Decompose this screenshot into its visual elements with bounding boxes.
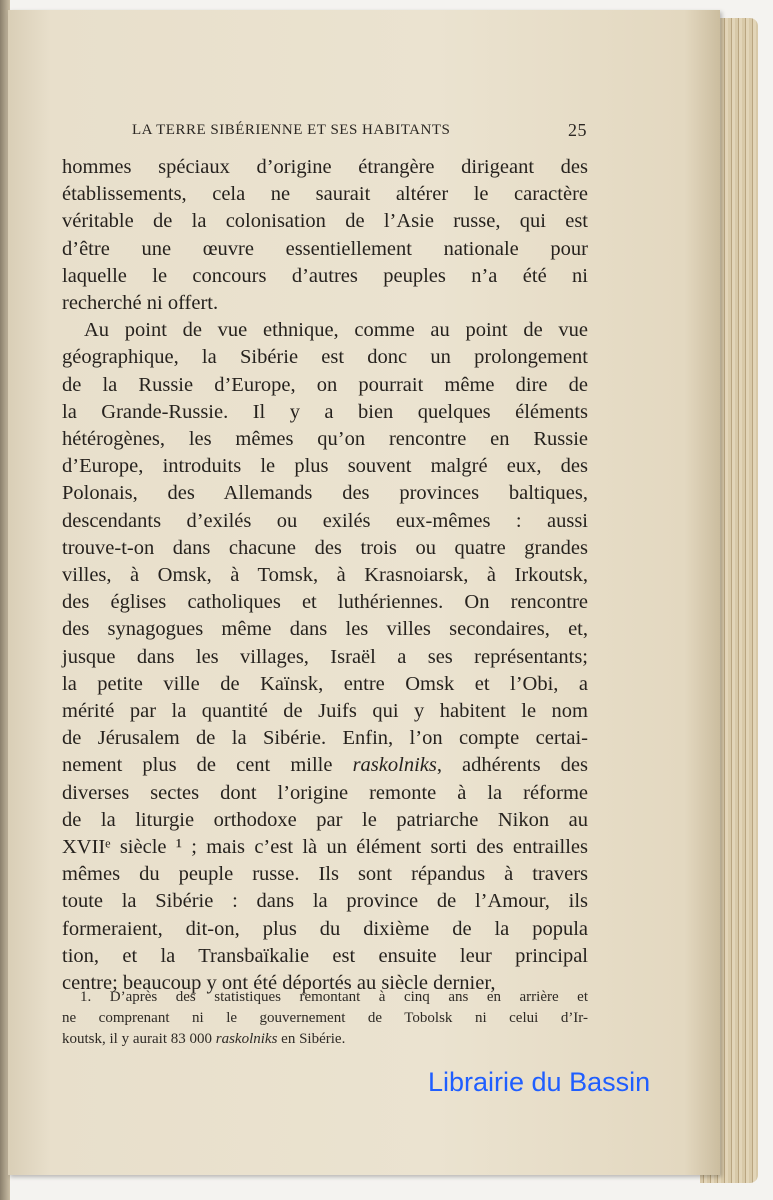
text-segment: koutsk, il y aurait 83 000 <box>62 1031 216 1047</box>
text-line <box>62 834 588 860</box>
footnote-line <box>62 1008 588 1028</box>
text-line <box>62 807 588 833</box>
text-line <box>62 236 588 262</box>
text-segment: XVIIᵉ siècle ¹ ; mais c’est là un élément sorti des entrailles <box>62 836 588 858</box>
text-segment: de Jérusalem de la Sibérie. Enfin, l’on compte certai- <box>62 727 588 750</box>
italic-term: raskolniks <box>215 1031 278 1047</box>
text-line <box>62 916 588 942</box>
text-line <box>62 290 588 316</box>
text-segment: toute la Sibérie : dans la province de l’Amour, ils <box>62 890 588 913</box>
text-segment: recherché ni offert. <box>62 292 219 314</box>
page-number: 25 <box>568 120 587 140</box>
text-line <box>62 344 588 370</box>
text-segment: descendants d’exilés ou exilés eux-mêmes : aussi <box>62 509 588 532</box>
text-segment: des synagogues même dans les villes secondaires, et, <box>62 618 588 641</box>
text-segment: la Grande-Russie. Il y a bien quelques éléments <box>62 400 588 423</box>
text-segment: nement plus de cent mille <box>62 754 353 777</box>
text-line <box>62 399 588 425</box>
text-line <box>62 208 588 234</box>
text-line <box>62 698 588 724</box>
footnote-line <box>62 1029 588 1049</box>
text-line <box>62 317 588 343</box>
text-segment: hommes spéciaux d’origine étrangère dirigeant des <box>62 156 588 178</box>
text-line <box>62 861 588 887</box>
text-line <box>62 888 588 914</box>
text-line <box>62 535 588 561</box>
italic-term: raskolniks <box>352 754 437 777</box>
text-line <box>62 616 588 642</box>
text-line <box>62 943 588 969</box>
text-segment: la petite ville de Kaïnsk, entre Omsk et l’Obi, a <box>62 672 588 695</box>
text-segment: mêmes du peuple russe. Ils sont répandus à travers <box>62 863 588 886</box>
text-line <box>62 426 588 452</box>
text-segment: tion, et la Transbaïkalie est ensuite leur principal <box>62 944 588 967</box>
text-segment: laquelle le concours d’autres peuples n’a été ni <box>62 264 588 287</box>
text-line <box>62 671 588 697</box>
text-segment: trouve-t-on dans chacune des trois ou quatre grandes <box>62 536 588 559</box>
text-segment: formeraient, dit-on, plus du dixième de la popula <box>62 917 588 940</box>
text-segment: centre; beaucoup y ont été déportés au siècle dernier, <box>62 972 496 994</box>
text-segment: hétérogènes, les mêmes qu’on rencontre en Russie <box>62 428 588 450</box>
running-header <box>132 122 587 139</box>
text-line <box>62 589 588 615</box>
text-line <box>62 480 588 506</box>
text-segment: d’Europe, introduits le plus souvent malgré eux, des <box>62 455 588 478</box>
text-segment: Polonais, des Allemands des provinces baltiques, <box>62 482 588 505</box>
text-line <box>62 453 588 479</box>
watermark: Librairie du Bassin <box>428 1067 651 1097</box>
text-line <box>62 725 588 751</box>
text-line <box>62 263 588 289</box>
text-line <box>62 780 588 806</box>
text-segment: jusque dans les villages, Israël a ses représentants; <box>62 645 588 668</box>
text-segment: , adhérents des <box>436 754 589 777</box>
text-line <box>62 372 588 398</box>
text-segment: géographique, la Sibérie est donc un prolongement <box>62 346 588 369</box>
text-segment: 1. D’après des statistiques remontant à cinq ans en arrière et <box>80 989 588 1005</box>
text-segment: mérité par la quantité de Juifs qui y habitent le nom <box>62 700 588 722</box>
text-line <box>62 644 588 670</box>
text-segment: établissements, cela ne saurait altérer le caractère <box>62 183 588 206</box>
text-segment: Au point de vue ethnique, comme au point de vue <box>84 319 588 342</box>
text-segment: en Sibérie. <box>277 1031 346 1047</box>
text-segment: villes, à Omsk, à Tomsk, à Krasnoiarsk, à Irkoutsk, <box>62 564 588 586</box>
text-segment: des églises catholiques et luthériennes. On rencontre <box>62 591 588 614</box>
text-line <box>62 154 588 180</box>
text-segment: de la liturgie orthodoxe par le patriarche Nikon au <box>62 808 588 831</box>
footnote-line <box>62 987 588 1007</box>
text-segment: véritable de la colonisation de l’Asie russe, qui est <box>62 210 588 233</box>
text-segment: d’être une œuvre essentiellement nationale pour <box>62 237 588 260</box>
text-segment: diverses sectes dont l’origine remonte à la réforme <box>62 781 588 804</box>
text-line <box>62 752 588 778</box>
text-line <box>62 508 588 534</box>
text-line <box>62 562 588 588</box>
text-segment: ne comprenant ni le gouvernement de Tobolsk ni celui d’Ir- <box>62 1010 588 1026</box>
text-line <box>62 181 588 207</box>
text-segment: de la Russie d’Europe, on pourrait même dire de <box>62 373 588 396</box>
running-title: LA TERRE SIBÉRIENNE ET SES HABITANTS <box>132 122 451 138</box>
